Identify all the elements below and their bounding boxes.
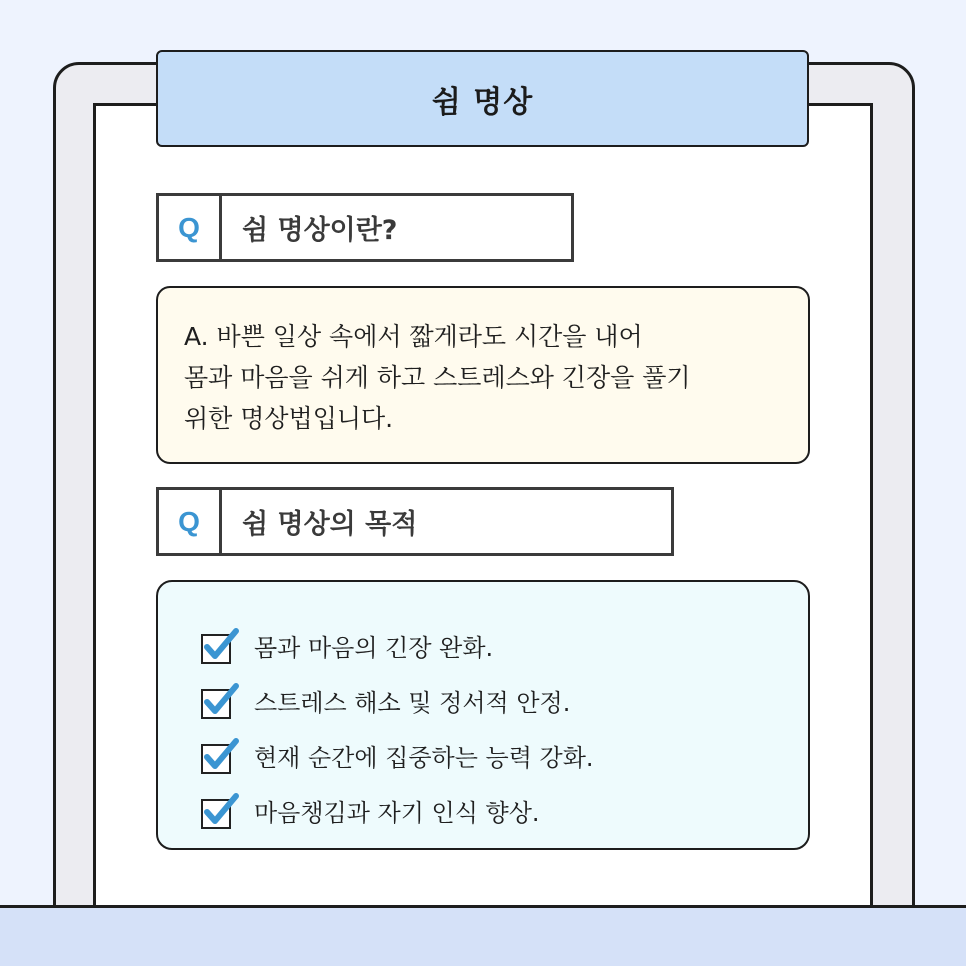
checkbox-checked-icon [200, 682, 240, 720]
list-item [200, 728, 808, 783]
purpose-text: 현재 순간에 집중하는 능력 강화. [254, 744, 594, 772]
list-item [200, 673, 808, 728]
checkbox-checked-icon [200, 792, 240, 830]
question-q-label: Q [159, 196, 222, 259]
list-item [200, 618, 808, 673]
answer-line: 몸과 마음을 쉬게 하고 스트레스와 긴장을 풀기 [184, 363, 691, 392]
question-text: 쉼 명상이란? [242, 215, 398, 246]
answer-line: A. 바쁜 일상 속에서 짧게라도 시간을 내어 [184, 322, 643, 351]
question-text: 쉼 명상의 목적 [242, 509, 418, 540]
page-title: 쉼 명상 [156, 50, 809, 147]
list-item [200, 783, 808, 838]
answer-line: 위한 명상법입니다. [184, 404, 394, 433]
question-box-what-is [156, 193, 574, 262]
purpose-list [156, 580, 810, 850]
purpose-text: 마음챙김과 자기 인식 향상. [254, 799, 540, 827]
bottom-bar [0, 905, 966, 966]
question-q-label: Q [159, 490, 222, 553]
checkbox-checked-icon [200, 737, 240, 775]
purpose-text: 스트레스 해소 및 정서적 안정. [254, 689, 571, 717]
purpose-text: 몸과 마음의 긴장 완화. [254, 634, 494, 662]
checkbox-checked-icon [200, 627, 240, 665]
question-box-purpose [156, 487, 674, 556]
answer-box [156, 286, 810, 464]
